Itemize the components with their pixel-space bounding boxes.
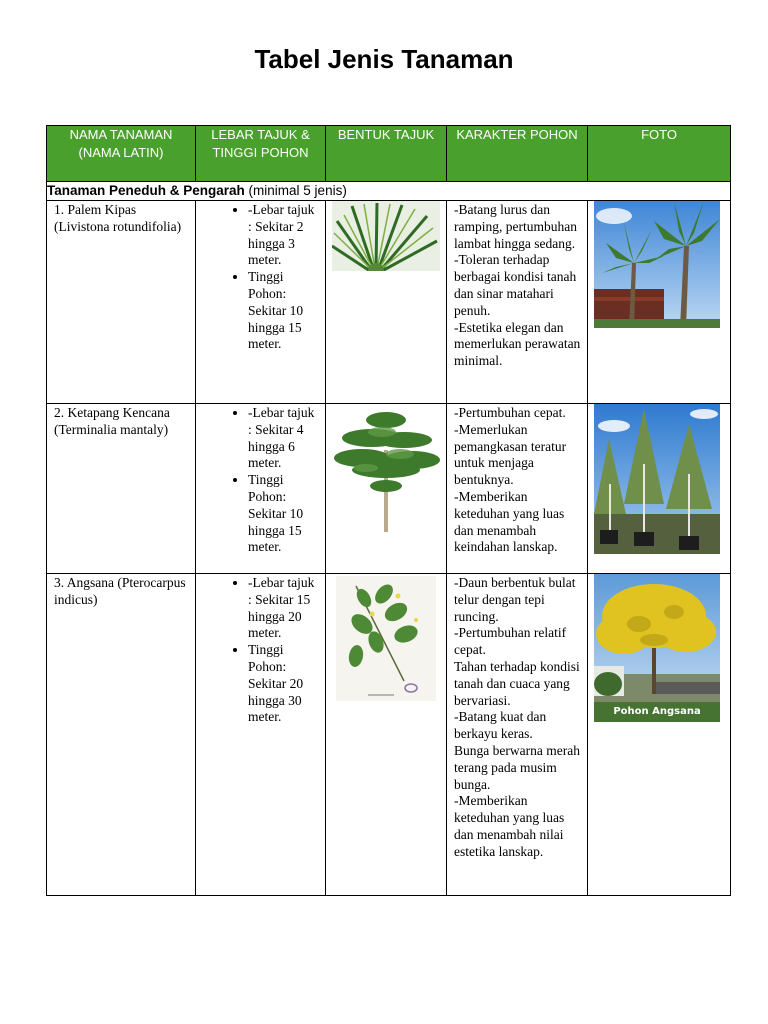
- header-bentuk-tajuk: BENTUK TAJUK: [326, 126, 447, 182]
- angsana-tree-photo: [594, 574, 720, 722]
- angsana-photo-frame: [594, 574, 720, 722]
- header-nama-tanaman: NAMA TANAMAN (NAMA LATIN): [47, 126, 196, 182]
- table-header-row: [47, 126, 731, 182]
- crown-shape-cell: [326, 574, 447, 896]
- section-row: [47, 182, 731, 201]
- plant-size: [196, 574, 326, 896]
- character-text: -Daun berbentuk bulat telur dengan tepi runcing. -Pertumbuhan relatif cepat. Tahan terhadap kondisi tanah dan cuaca yang bervariasi. -Batang kuat dan berkayu keras. Bunga berwarna merah terang pada musim bunga. -Memberikan keteduhan yang luas dan menambah nilai estetika lanskap.: [454, 575, 580, 859]
- botanical-leaf-illustration: [336, 576, 436, 701]
- page-title: Tabel Jenis Tanaman: [254, 44, 514, 74]
- photo-cell: [588, 404, 731, 574]
- crown-width: • -Lebar tajuk : Sekitar 4 hingga 6 meter.: [248, 405, 321, 472]
- crown-shape-cell: [326, 201, 447, 404]
- photo-caption: Pohon Angsana: [594, 702, 720, 722]
- tree-height: • Tinggi Pohon: Sekitar 20 hingga 30 meter.: [248, 642, 321, 726]
- plant-name: 1. Palem Kipas (Livistona rotundifolia): [47, 201, 196, 404]
- crown-width: • -Lebar tajuk : Sekitar 15 hingga 20 meter.: [248, 575, 321, 642]
- section-title-bold: Tanaman Peneduh & Pengarah: [47, 183, 245, 198]
- section-title: [47, 182, 731, 201]
- crown-width: • -Lebar tajuk : Sekitar 2 hingga 3 meter.: [248, 202, 321, 269]
- plant-name: 2. Ketapang Kencana (Terminalia mantaly): [47, 404, 196, 574]
- table-row: [47, 574, 731, 896]
- palm-leaf-image: [332, 201, 440, 271]
- tree-height: • Tinggi Pohon: Sekitar 10 hingga 15 meter.: [248, 269, 321, 353]
- table-row: [47, 404, 731, 574]
- character-text: -Batang lurus dan ramping, pertumbuhan lambat hingga sedang. -Toleran terhadap berbagai kondisi tanah dan sinar matahari penuh. -Estetika elegan dan memerlukan perawatan minimal.: [454, 202, 581, 369]
- plant-name: 3. Angsana (Pterocarpus indicus): [47, 574, 196, 896]
- plant-table: [46, 125, 731, 896]
- plant-character: [447, 404, 588, 574]
- plant-character: [447, 574, 588, 896]
- plant-size: [196, 201, 326, 404]
- layered-tree-image: [332, 410, 442, 532]
- header-lebar-tajuk: LEBAR TAJUK & TINGGI POHON: [196, 126, 326, 182]
- crown-shape-cell: [326, 404, 447, 574]
- tree-height: • Tinggi Pohon: Sekitar 10 hingga 15 meter.: [248, 472, 321, 556]
- palm-tree-photo: [594, 201, 720, 328]
- header-foto: FOTO: [588, 126, 731, 182]
- section-title-note: (minimal 5 jenis): [244, 183, 347, 198]
- photo-cell: [588, 574, 731, 896]
- character-text: -Pertumbuhan cepat. -Memerlukan pemangkasan teratur untuk menjaga bentuknya. -Memberikan keteduhan yang luas dan menambah keindahan lanskap.: [454, 405, 567, 555]
- plant-size: [196, 404, 326, 574]
- plant-character: [447, 201, 588, 404]
- table-row: [47, 201, 731, 404]
- header-karakter-pohon: KARAKTER POHON: [447, 126, 588, 182]
- ketapang-trees-photo: [594, 404, 720, 554]
- photo-cell: [588, 201, 731, 404]
